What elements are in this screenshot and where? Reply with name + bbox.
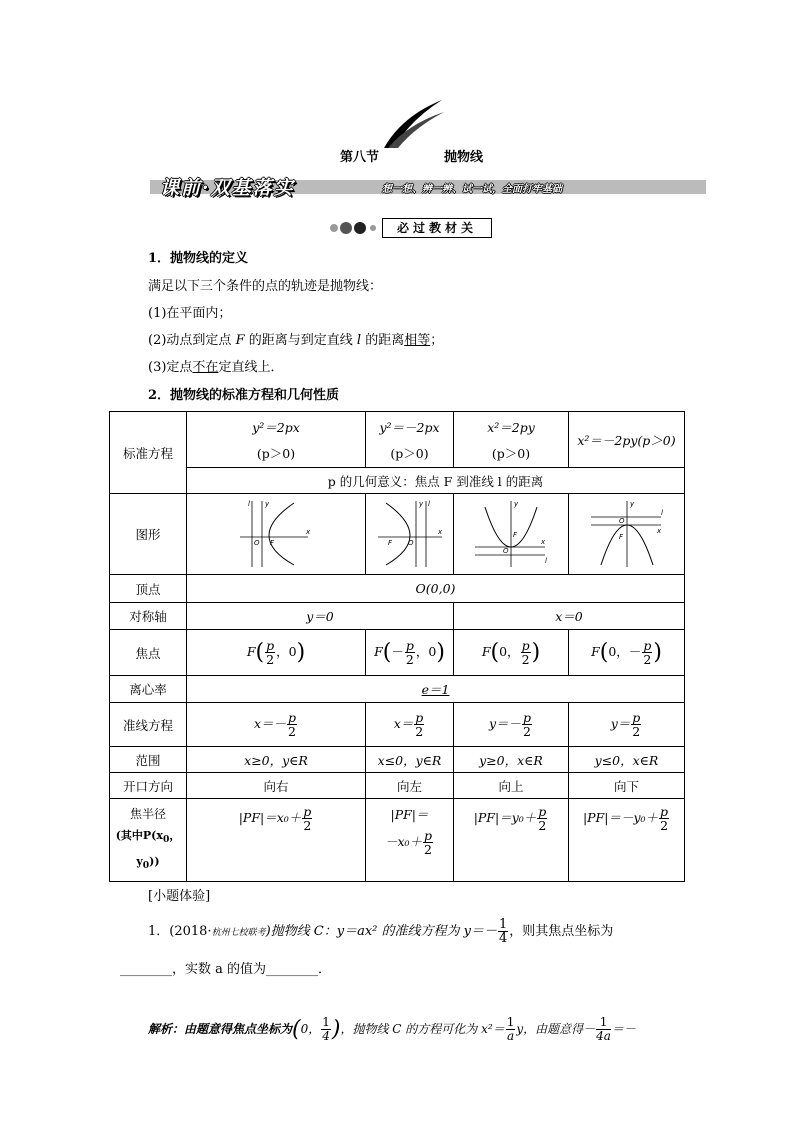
svg-text:O: O [618,516,625,525]
answer-blank-1[interactable]: ________ [120,962,172,977]
focal-cell-4: |PF|＝－y₀＋ $\frac{p}{2}$ [569,799,685,882]
focus-cell-4: F(0，－ $\frac{p}{2}$ ) [569,630,685,676]
svg-text:F: F [387,538,392,547]
svg-text:x: x [437,527,442,536]
directrix-cell-4: y＝ $\frac{p}{2}$ [569,703,685,747]
solution-line: 解析：由题意得焦点坐标为(0， $\frac{1}{4}$ )，抛物线 C 的方程可化为 x²＝ $\frac{1}{a}$ y，由题意得－ $\frac{1}{4a}$ ＝－ [148,1015,636,1043]
section-topic: 抛物线 [444,150,484,165]
row-label-range: 范围 [110,747,187,773]
svg-text:l: l [660,508,663,517]
eq-cell-1: y²＝2px (p＞0) [187,412,366,468]
range-cell-3: y≥0，x∈R [454,747,569,773]
svg-text:l: l [248,499,250,508]
svg-text:x: x [541,537,546,546]
opening-cell-3: 向上 [454,773,569,799]
section-dots-icon [328,221,382,235]
svg-text:l: l [545,556,547,565]
parabola-down-graph [587,497,667,569]
row-label-opening: 开口方向 [110,773,187,799]
props-heading: 2．抛物线的标准方程和几何性质 [148,388,340,403]
svg-text:x: x [306,527,311,536]
eq-cell-2: y²＝－2px (p＞0) [366,412,454,468]
focal-cell-3: |PF|＝y₀＋ $\frac{p}{2}$ [454,799,569,882]
row-label-focus: 焦点 [110,630,187,676]
directrix-cell-2: x＝ $\frac{p}{2}$ [366,703,454,747]
parabola-left-graph [374,497,446,569]
svg-text:F: F [513,530,518,539]
eq-cell-3: x²＝2py (p＞0) [454,412,569,468]
svg-text:y: y [418,499,423,508]
opening-cell-1: 向右 [187,773,366,799]
def-heading: 1．抛物线的定义 [148,251,249,266]
svg-text:O: O [407,538,414,547]
directrix-cell-3: y＝－ $\frac{p}{2}$ [454,703,569,747]
opening-cell-4: 向下 [569,773,685,799]
banner-title: 课前·双基落实 [160,177,295,199]
range-cell-1: x≥0，y∈R [187,747,366,773]
svg-text:O: O [254,538,260,547]
graph-down [569,494,685,575]
parabola-right-graph [236,497,316,569]
graph-left [366,494,454,575]
row-label-directrix: 准线方程 [110,703,187,747]
focus-cell-2: F(－ $\frac{p}{2}$ ，0) [366,630,454,676]
question-1-line-1: 1．(2018·杭州七校联考)抛物线 C：y＝ax² 的准线方程为 y＝－ $\frac{1}{4}$ ，则其焦点坐标为 [148,917,614,946]
swoosh-logo [382,98,446,150]
def-condition-1: (1)在平面内； [148,306,232,321]
def-condition-3: (3)定点不在定直线上． [148,360,284,375]
svg-text:F: F [270,538,275,547]
row-label-graph: 图形 [110,494,187,575]
exercise-tag: [小题体验] [148,889,211,904]
focal-cell-2: |PF|＝ －x₀＋ $\frac{p}{2}$ [366,799,454,882]
opening-cell-2: 向左 [366,773,454,799]
directrix-cell-1: x＝－ $\frac{p}{2}$ [187,703,366,747]
properties-table [109,411,685,882]
axis-y0: y＝0 [187,603,454,630]
eq-cell-4: x²＝－2py(p＞0) [569,412,685,468]
p-meaning: p 的几何意义：焦点 F 到准线 l 的距离 [187,468,685,494]
graph-up [454,494,569,575]
svg-text:O: O [503,546,509,555]
parabola-up-graph [471,497,551,569]
range-cell-2: x≤0，y∈R [366,747,454,773]
answer-blank-2[interactable]: ________ [266,962,319,977]
row-label-equation: 标准方程 [110,412,187,494]
eccentricity-value: e＝1 [187,676,685,703]
vertex-value: O(0,0) [187,575,685,603]
def-condition-2: (2)动点到定点 F 的距离与到定直线 l 的距离相等； [148,333,444,348]
axis-x0: x＝0 [454,603,685,630]
def-intro: 满足以下三个条件的点的轨迹是抛物线： [148,279,383,294]
svg-text:l: l [427,499,430,508]
range-cell-4: y≤0，x∈R [569,747,685,773]
section-box: 必过教材关 [382,218,492,238]
focal-cell-1: |PF|＝x₀＋ $\frac{p}{2}$ [187,799,366,882]
graph-right [187,494,366,575]
svg-text:y: y [265,499,270,508]
banner-subtitle: 想一想、辨一辨、试一试，全面打牢基础 [382,184,562,195]
section-number: 第八节 [340,150,380,165]
row-label-focal-radius: 焦半径 (其中$P(x_0$， $y_0$)) [110,799,187,882]
svg-text:y: y [514,499,519,508]
focus-cell-1: F( $\frac{p}{2}$ ，0) [187,630,366,676]
svg-text:F: F [618,532,623,541]
row-label-eccentricity: 离心率 [110,676,187,703]
svg-text:y: y [629,499,634,508]
question-1-line-2: ________，实数 a 的值为________． [120,962,332,977]
row-label-axis: 对称轴 [110,603,187,630]
svg-text:x: x [656,526,661,535]
row-label-vertex: 顶点 [110,575,187,603]
focus-cell-3: F(0， $\frac{p}{2}$ ) [454,630,569,676]
